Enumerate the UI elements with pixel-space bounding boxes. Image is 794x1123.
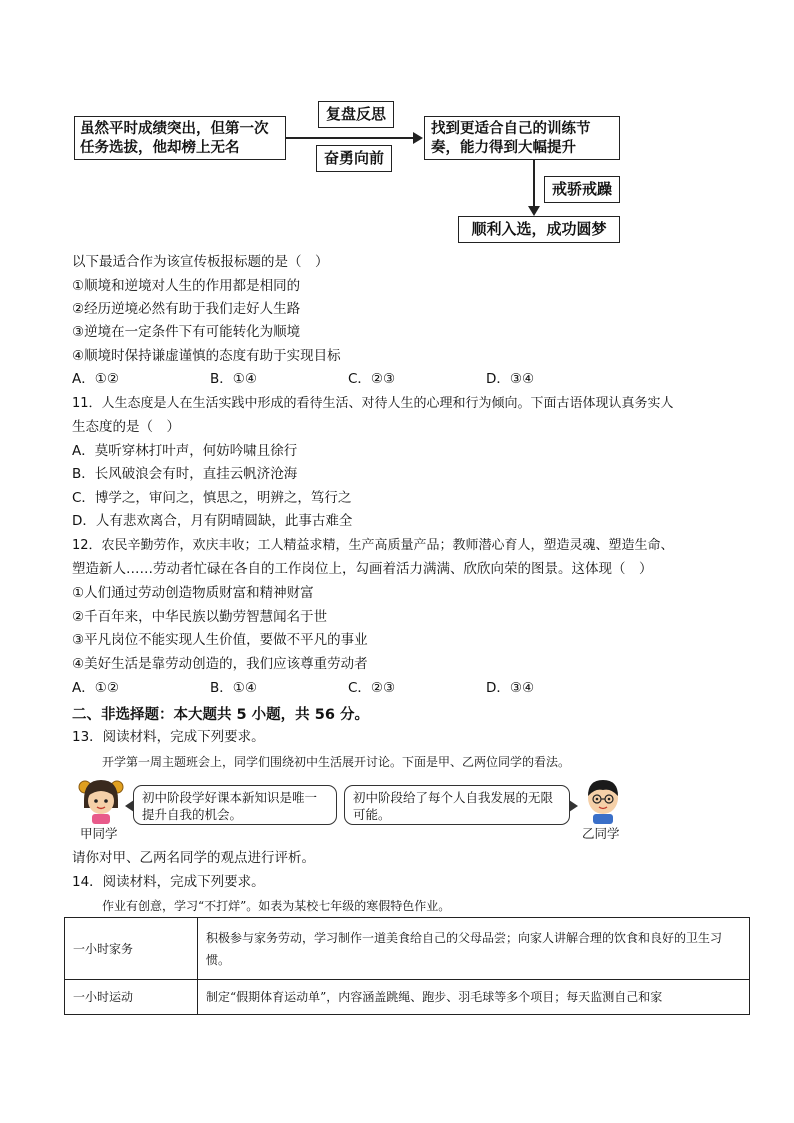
table-cell-desc: 制定“假期体育运动单”，内容涵盖跳绳、跑步、羽毛球等多个项目；每天监测自己和家 (198, 980, 750, 1015)
q12-option-d: D．③④ (486, 680, 535, 696)
table-cell-desc: 积极参与家务劳动，学习制作一道美食给自己的父母品尝；向家人讲解合理的饮食和良好的卫生习惯。 (198, 918, 750, 980)
flow-label-top (318, 101, 394, 128)
girl-cartoon-icon (78, 776, 124, 824)
q10-option-c: C．②③ (348, 371, 396, 387)
q14-intro: 作业有创意，学习“不打烊”。如表为某校七年级的寒假特色作业。 (102, 899, 451, 913)
q12-item-4: ④美好生活是靠劳动创造的，我们应该尊重劳动者 (72, 656, 368, 672)
bubble-a-text: 初中阶段学好课本新知识是唯一提升自我的机会。 (142, 790, 318, 822)
q11-option-b: B．长风破浪会有时，直挂云帆济沧海 (72, 466, 298, 482)
q10-option-d: D．③④ (486, 371, 535, 387)
q13-task: 请你对甲、乙两名同学的观点进行评析。 (72, 850, 315, 866)
q11-stem-line1: 11．人生态度是人在生活实践中形成的看待生活、对待人生的心理和行为倾向。下面古语体现认真务实人 (72, 396, 674, 411)
flow-arrow-line-2 (533, 160, 535, 208)
q11-option-c: C．博学之，审问之，慎思之，明辨之，笃行之 (72, 490, 352, 506)
q11-stem-line2: 生态度的是（ ） (72, 419, 180, 435)
table-cell-name: 一小时运动 (65, 980, 198, 1015)
flow-middle-text: 找到更适合自己的训练节奏，能力得到大幅提升 (431, 120, 591, 156)
girl-avatar (78, 776, 124, 824)
boy-avatar (583, 776, 623, 824)
section-2-title: 二、非选择题：本大题共 5 小题，共 56 分。 (72, 707, 369, 723)
table-cell-name: 一小时家务 (65, 918, 198, 980)
flow-label-down (544, 176, 620, 203)
boy-cartoon-icon (583, 776, 623, 824)
bubble-b-tail (569, 800, 578, 812)
q12-item-1: ①人们通过劳动创造物质财富和精神财富 (72, 585, 314, 601)
q11-option-d: D．人有悲欢离合，月有阴晴圆缺，此事古难全 (72, 513, 353, 529)
flow-label-bottom (316, 145, 392, 172)
q10-option-a: A．①② (72, 371, 119, 387)
q14-stem: 14．阅读材料，完成下列要求。 (72, 874, 265, 890)
q10-item-2: ②经历逆境必然有助于我们走好人生路 (72, 301, 301, 317)
flow-arrow-head-2 (528, 206, 540, 216)
bubble-a (133, 785, 337, 825)
flow-start-box (74, 116, 286, 160)
q12-option-c: C．②③ (348, 680, 396, 696)
q12-option-b: B．①④ (210, 680, 257, 696)
flow-label-bottom-text: 奋勇向前 (323, 149, 384, 167)
q13-intro: 开学第一周主题班会上，同学们围绕初中生活展开讨论。下面是甲、乙两位同学的看法。 (102, 755, 571, 769)
flow-label-top-text: 复盘反思 (325, 105, 386, 123)
bubble-a-tail (125, 800, 134, 812)
q13-stem: 13．阅读材料，完成下列要求。 (72, 729, 265, 745)
q12-item-3: ③平凡岗位不能实现人生价值，要做不平凡的事业 (72, 632, 368, 648)
q10-item-3: ③逆境在一定条件下有可能转化为顺境 (72, 324, 301, 340)
flow-label-down-text: 戒骄戒躁 (551, 180, 612, 198)
q11-option-a: A．莫听穿林打叶声，何妨吟啸且徐行 (72, 443, 298, 459)
q12-item-2: ②千百年来，中华民族以勤劳智慧闻名于世 (72, 609, 328, 625)
flow-middle-box (424, 116, 620, 160)
flow-arrow-head-1 (413, 132, 423, 144)
flow-end-text: 顺利入选，成功圆梦 (471, 220, 607, 238)
flow-arrow-line-1 (286, 137, 414, 139)
table-row (65, 980, 750, 1015)
q10-item-1: ①顺境和逆境对人生的作用都是相同的 (72, 278, 301, 294)
table-row (65, 918, 750, 980)
q10-item-4: ④顺境时保持谦虚谨慎的态度有助于实现目标 (72, 348, 341, 364)
boy-name: 乙同学 (582, 826, 620, 841)
flow-end-box (458, 216, 620, 243)
girl-name: 甲同学 (80, 826, 118, 841)
q10-stem: 以下最适合作为该宣传板报标题的是（ ） (72, 254, 329, 270)
bubble-b-text: 初中阶段给了每个人自我发展的无限可能。 (353, 790, 554, 822)
flow-start-text: 虽然平时成绩突出，但第一次任务选拔，他却榜上无名 (80, 120, 269, 156)
bubble-b (344, 785, 570, 825)
q12-option-a: A．①② (72, 680, 119, 696)
q10-option-b: B．①④ (210, 371, 257, 387)
homework-table (64, 917, 750, 1015)
q12-stem-line2: 塑造新人……劳动者忙碌在各自的工作岗位上，勾画着活力满满、欣欣向荣的图景。这体现（ ） (72, 561, 653, 577)
q12-stem-line1: 12．农民辛勤劳作，欢庆丰收；工人精益求精，生产高质量产品；教师潜心育人，塑造灵魂、塑造生命、 (72, 538, 674, 553)
